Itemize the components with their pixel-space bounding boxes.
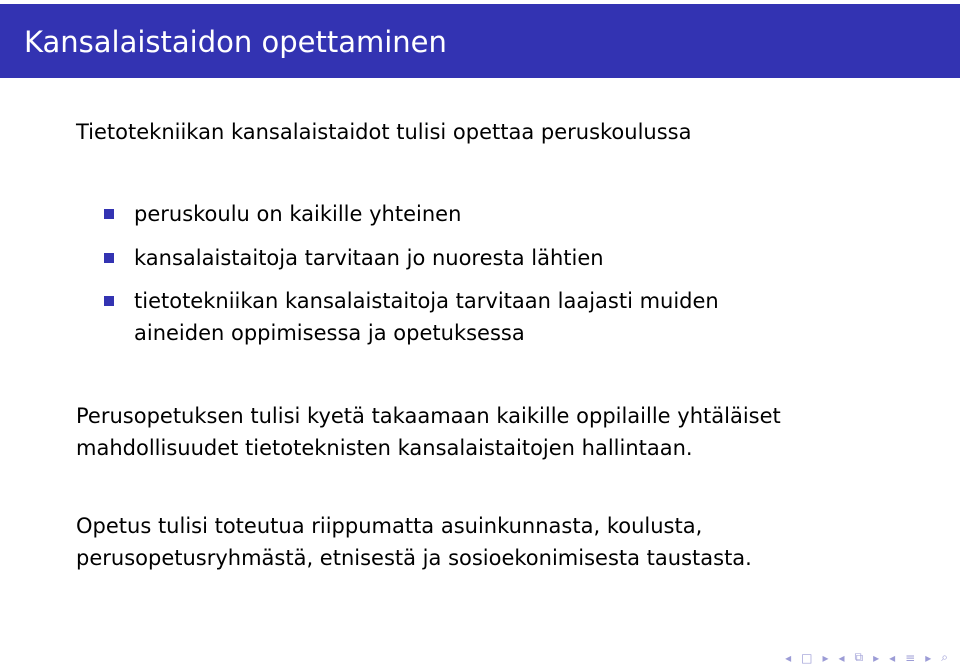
bullet-list	[104, 199, 719, 361]
nav-prev-subsection-icon[interactable]: ◂	[838, 650, 845, 665]
list-item	[104, 286, 719, 349]
list-item	[104, 243, 719, 275]
nav-next-frame-icon[interactable]: ▸	[822, 650, 829, 665]
nav-prev-section-icon[interactable]: ◂	[889, 650, 896, 665]
bullet-text-continued: aineiden oppimisessa ja opetuksessa	[134, 320, 525, 345]
nav-section-icon[interactable]: ≡	[905, 650, 916, 665]
slide-title: Kansalaistaidon opettaminen	[24, 25, 447, 59]
paragraph-2-line-2: perusopetusryhmästä, etnisestä ja sosioekonimisesta taustasta.	[76, 545, 752, 570]
paragraph-2-line-1: Opetus tulisi toteutua riippumatta asuinkunnasta, koulusta,	[76, 514, 703, 538]
list-item	[104, 199, 719, 231]
bullet-text: kansalaistaitoja tarvitaan jo nuoresta lähtien	[134, 245, 604, 270]
paragraph-1	[76, 401, 781, 464]
paragraph-1-line-1: Perusopetuksen tulisi kyetä takaamaan kaikille oppilaille yhtäläiset	[76, 404, 781, 428]
paragraph-2	[76, 511, 752, 574]
intro-text: Tietotekniikan kansalaistaidot tulisi opettaa peruskoulussa	[76, 120, 692, 144]
bullet-text: tietotekniikan kansalaistaitoja tarvitaan laajasti muiden	[134, 289, 719, 313]
nav-next-subsection-icon[interactable]: ▸	[873, 650, 880, 665]
beamer-navigation	[785, 650, 948, 665]
title-bar	[0, 4, 960, 78]
nav-prev-frame-icon[interactable]: ◂	[785, 650, 792, 665]
paragraph-1-line-2: mahdollisuudet tietoteknisten kansalaistaitojen hallintaan.	[76, 435, 693, 460]
nav-next-section-icon[interactable]: ▸	[925, 650, 932, 665]
square-bullet-icon	[104, 296, 114, 306]
nav-search-icon[interactable]: ⌕	[941, 650, 948, 664]
nav-subsection-icon[interactable]: ⧉	[854, 650, 864, 664]
square-bullet-icon	[104, 253, 114, 263]
bullet-text: peruskoulu on kaikille yhteinen	[134, 202, 462, 226]
nav-frame-icon[interactable]: □	[801, 650, 813, 665]
square-bullet-icon	[104, 209, 114, 219]
